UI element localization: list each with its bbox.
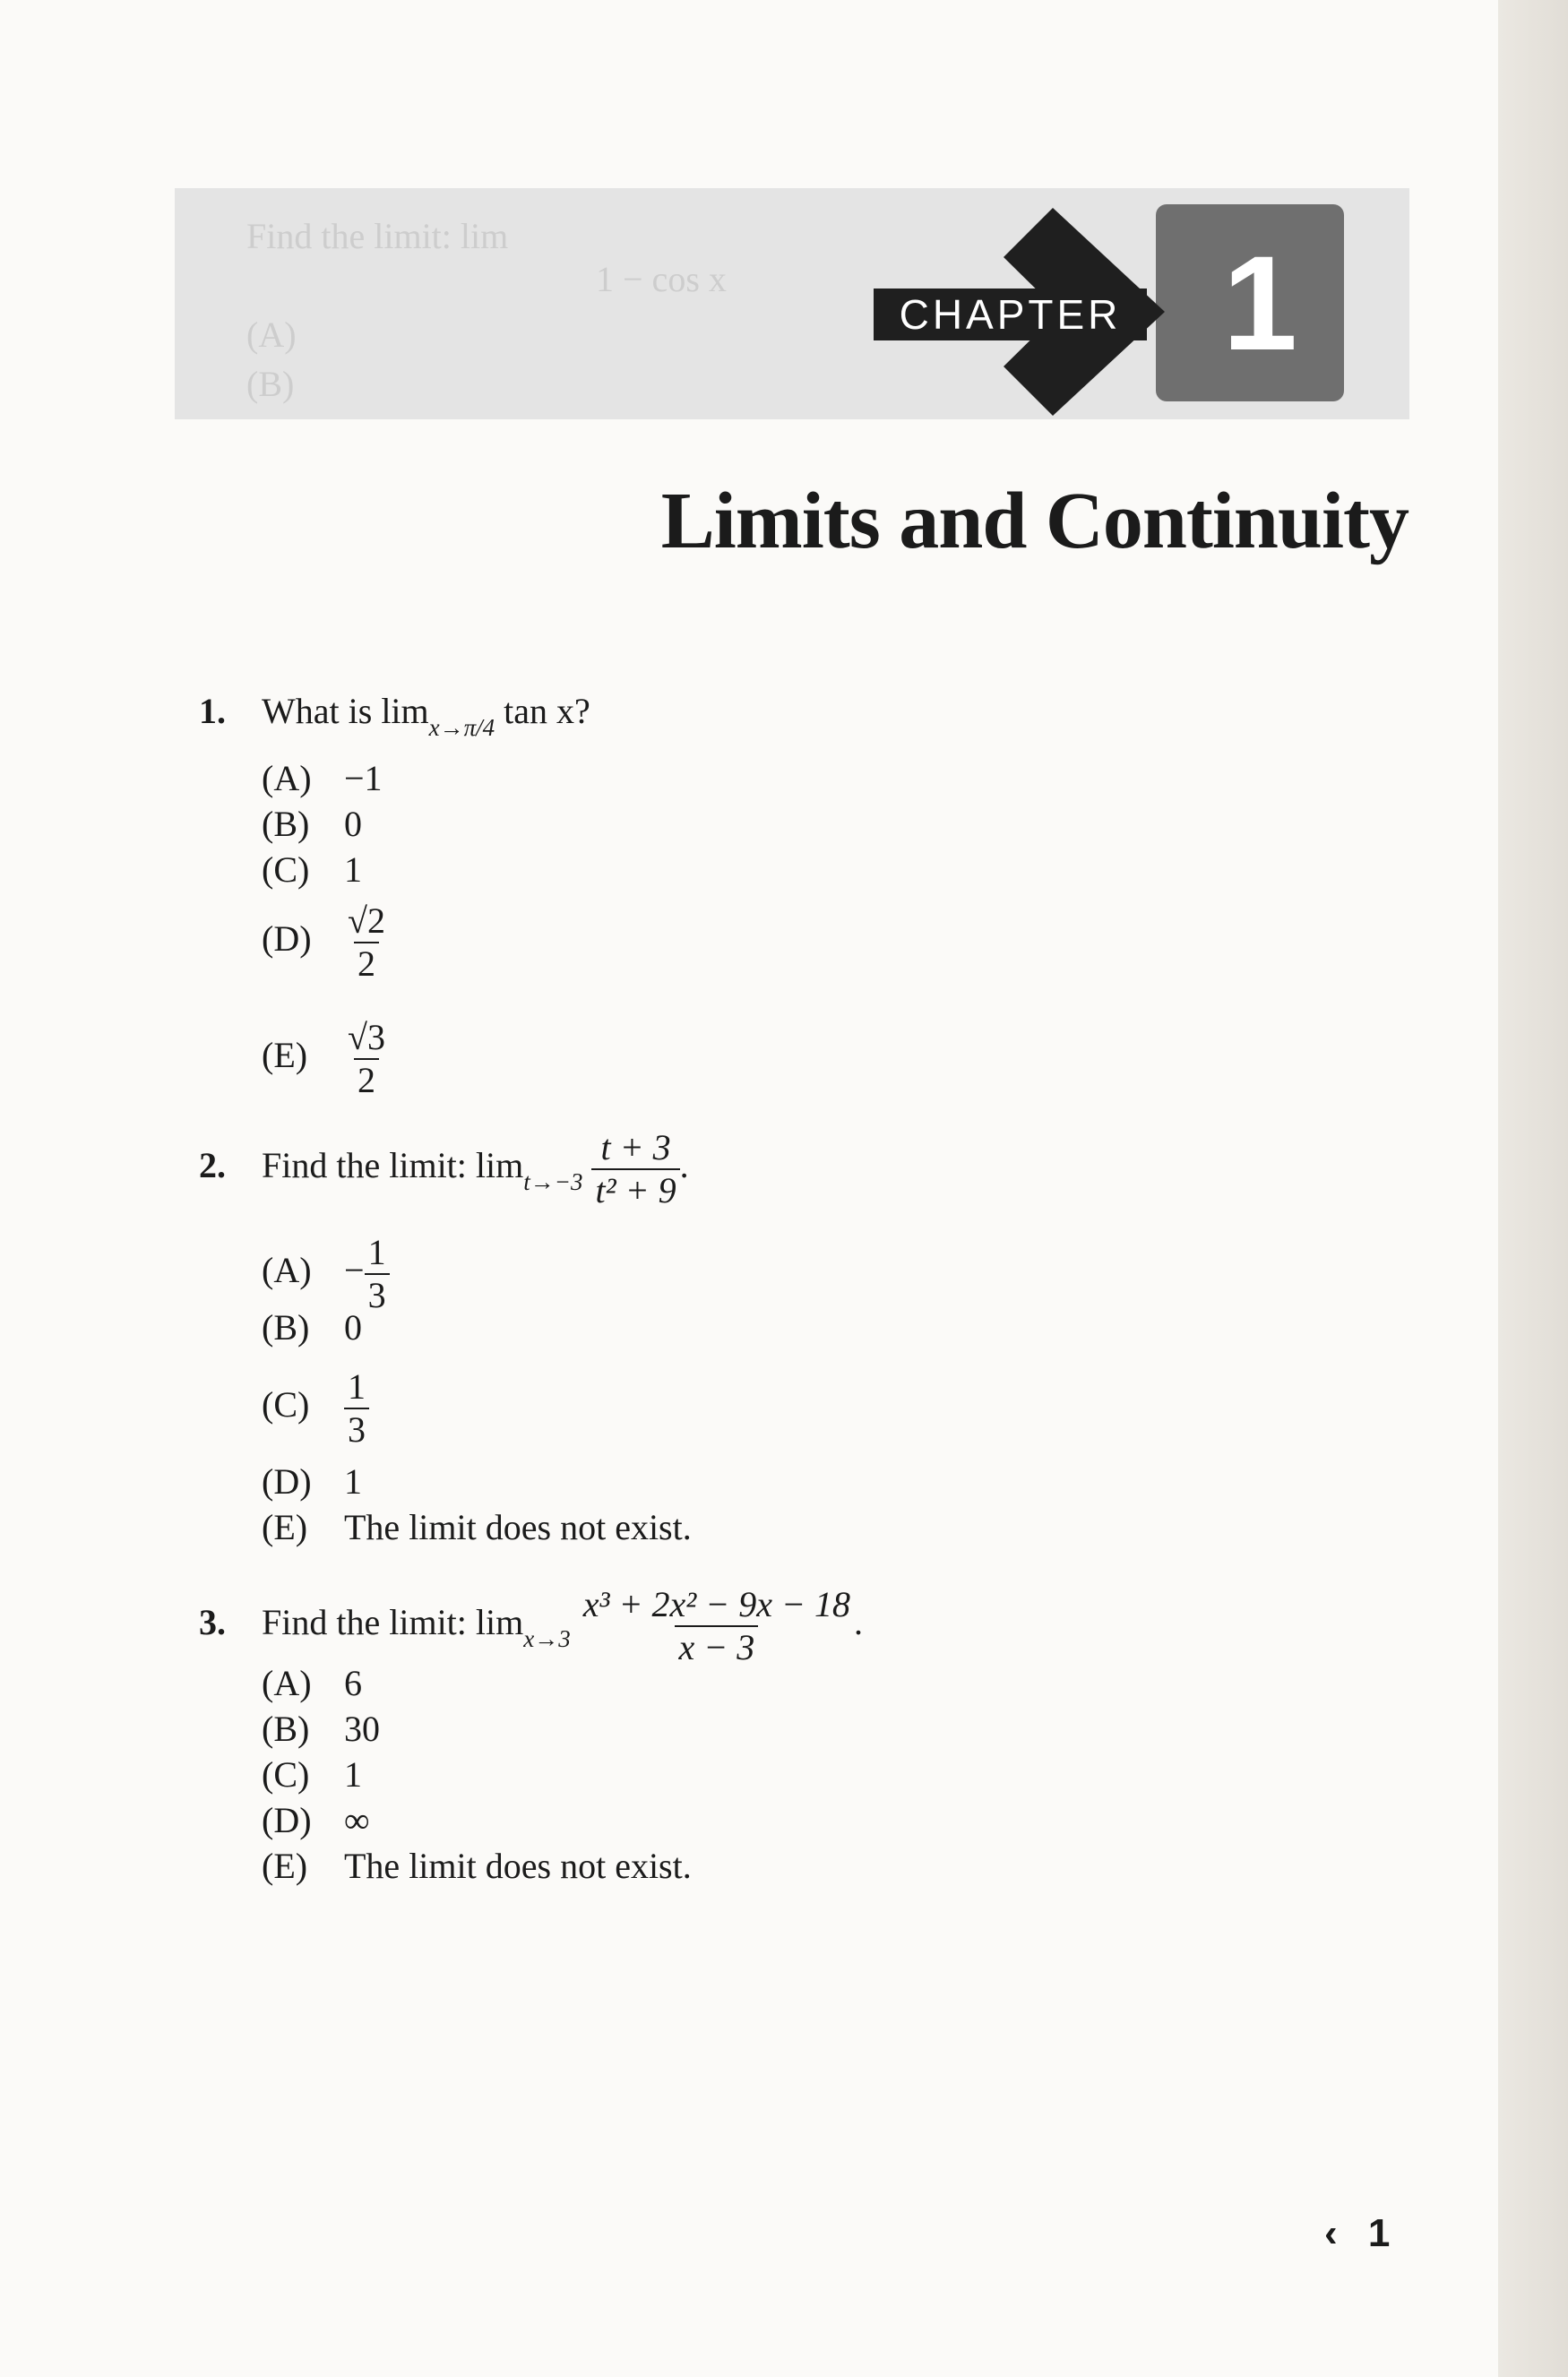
page-title: Limits and Continuity xyxy=(660,477,1409,565)
option-2e[interactable] xyxy=(262,1506,692,1549)
option-1c[interactable] xyxy=(262,848,362,891)
option-label: (A) xyxy=(262,1663,312,1703)
option-3b[interactable] xyxy=(262,1708,380,1751)
option-2d[interactable] xyxy=(262,1460,362,1503)
option-3c[interactable] xyxy=(262,1753,362,1796)
option-label: (E) xyxy=(262,1035,308,1076)
option-text: The limit does not exist. xyxy=(344,1507,692,1547)
question-1 xyxy=(199,690,590,741)
ghost-text: (B) xyxy=(246,364,295,404)
question-stem: What is xyxy=(262,691,373,731)
page-footer xyxy=(1324,2211,1390,2256)
option-fraction: $\frac{√2}{2}$ xyxy=(348,900,385,984)
question-number: 2. xyxy=(199,1145,226,1186)
ghost-text: (A) xyxy=(246,314,297,355)
question-expression: tan x? xyxy=(504,691,590,731)
option-2b[interactable] xyxy=(262,1306,362,1349)
option-label: (B) xyxy=(262,1709,310,1749)
page-number: 1 xyxy=(1367,2211,1391,2255)
option-3d[interactable] xyxy=(262,1799,370,1842)
ghost-text: 1 − cos x xyxy=(596,259,727,299)
question-number: 1. xyxy=(199,691,226,731)
option-label: (D) xyxy=(262,1461,312,1502)
option-label: (C) xyxy=(262,1754,310,1795)
option-1b[interactable] xyxy=(262,803,362,846)
lim-word: lim xyxy=(475,1145,524,1186)
option-text: 1 xyxy=(344,1461,362,1502)
option-label: (A) xyxy=(262,758,312,798)
option-text: −1 xyxy=(344,758,383,798)
option-label: (A) xyxy=(262,1250,312,1291)
option-1d[interactable] xyxy=(262,900,389,985)
lim-subscript: x→π/4 xyxy=(428,714,495,741)
option-text: 6 xyxy=(344,1663,362,1703)
chapter-label: CHAPTER xyxy=(874,289,1147,340)
option-label: (D) xyxy=(262,918,312,960)
question-3 xyxy=(199,1584,863,1668)
chapter-number: 1 xyxy=(1222,228,1297,378)
ghost-text: Find the limit: lim xyxy=(246,216,509,256)
option-label: (C) xyxy=(262,849,310,890)
option-label: (D) xyxy=(262,1800,312,1840)
lim-word: lim xyxy=(381,691,429,731)
option-text: 30 xyxy=(344,1709,380,1749)
option-label: (E) xyxy=(262,1507,308,1547)
option-text: 1 xyxy=(344,1754,362,1795)
option-text: 1 xyxy=(344,849,362,890)
question-fraction: $\frac{\text{x³ + 2x² − 9x − 18}}{x - 3}$ xyxy=(582,1584,850,1667)
option-fraction: $\frac{1}{3}$ xyxy=(365,1232,390,1316)
question-number: 3. xyxy=(199,1602,226,1643)
option-3e[interactable] xyxy=(262,1845,692,1888)
lim-word: lim xyxy=(475,1602,524,1643)
question-stem: Find the limit: xyxy=(262,1145,467,1186)
page-edge xyxy=(1498,0,1568,2377)
option-text: ∞ xyxy=(344,1800,370,1840)
option-text: The limit does not exist. xyxy=(344,1846,692,1886)
lim-subscript: x→3 xyxy=(523,1625,571,1653)
option-text: 0 xyxy=(344,804,362,844)
option-1e[interactable] xyxy=(262,1017,389,1101)
trailing-period: . xyxy=(853,1602,863,1643)
option-label: (B) xyxy=(262,804,310,844)
lim-subscript: t→−3 xyxy=(523,1168,583,1196)
question-stem: Find the limit: xyxy=(262,1602,467,1643)
question-2 xyxy=(199,1127,689,1211)
option-fraction: $\frac{1}{3}$ xyxy=(344,1366,369,1451)
option-label: (E) xyxy=(262,1846,308,1886)
option-fraction: $\frac{√3}{2}$ xyxy=(348,1017,385,1100)
trailing-period: . xyxy=(679,1145,689,1186)
chevron-left-icon[interactable]: ‹ xyxy=(1324,2211,1338,2255)
option-label: (C) xyxy=(262,1384,310,1425)
option-label: (B) xyxy=(262,1307,310,1348)
option-3a[interactable] xyxy=(262,1662,362,1705)
option-2a[interactable] xyxy=(262,1232,390,1316)
option-1a[interactable] xyxy=(262,757,383,800)
question-fraction: $\frac{t + 3}{\text{t² + 9}}$ xyxy=(591,1127,679,1211)
option-text: 0 xyxy=(344,1307,362,1348)
option-2c[interactable] xyxy=(262,1366,369,1451)
option-sign: − xyxy=(344,1250,365,1291)
